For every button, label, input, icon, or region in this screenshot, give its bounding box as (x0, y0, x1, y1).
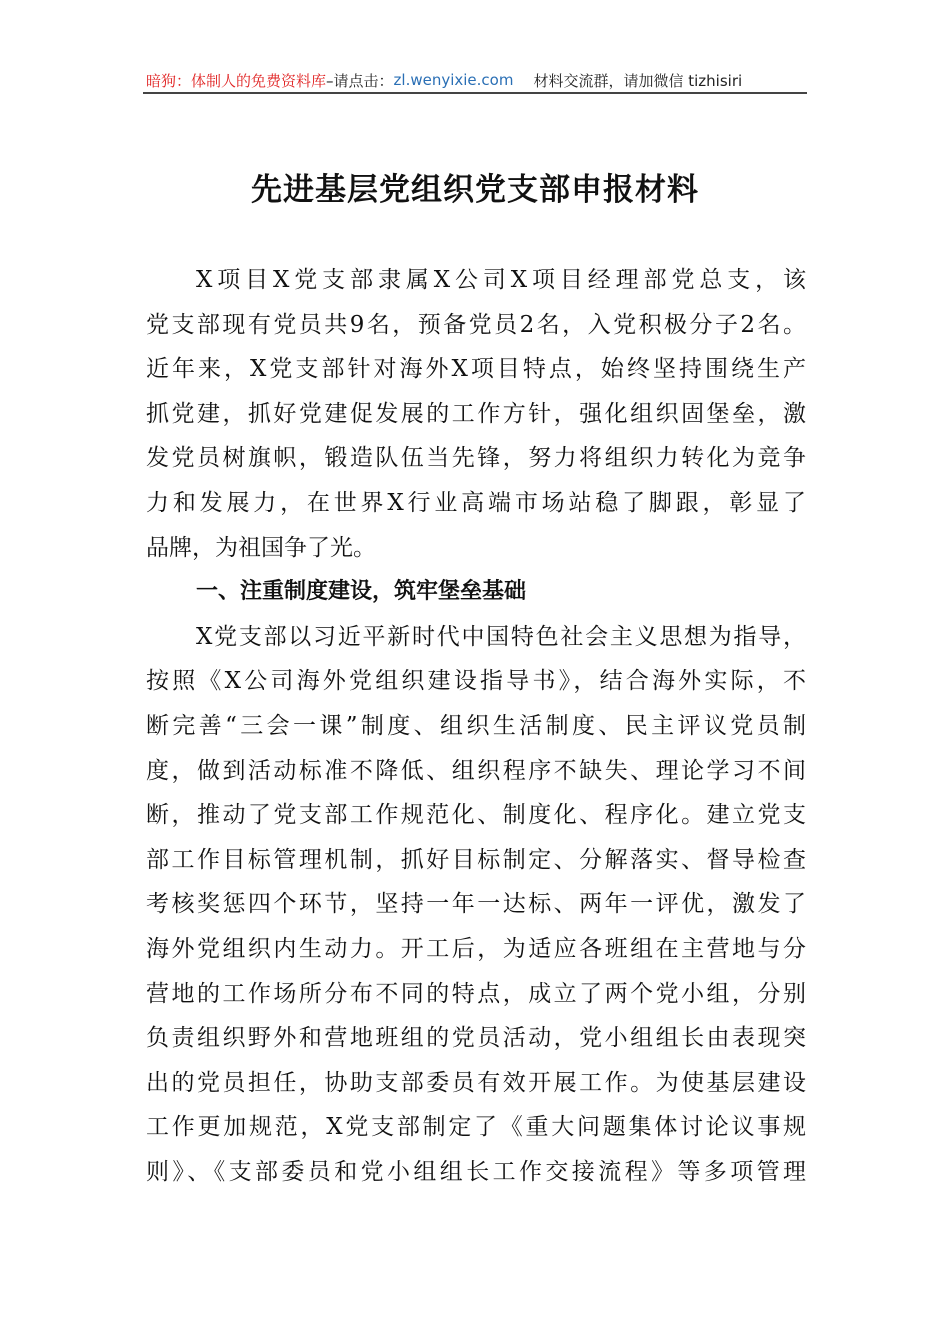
paragraph-line: 按照《X公司海外党组织建设指导书》，结合海外实际，不 (146, 668, 806, 695)
paragraph-line: 近年来，X党支部针对海外X项目特点，始终坚持围绕生产 (146, 356, 806, 383)
paragraph-line: X项目X党支部隶属X公司X项目经理部党总支，该 (196, 267, 806, 293)
document-title: 先进基层党组织党支部申报材料 (251, 172, 699, 208)
paragraph-line: 品牌，为祖国争了光。 (146, 534, 376, 561)
section-heading: 一、注重制度建设，筑牢堡垒基础 (196, 579, 527, 605)
paragraph-line: 工作更加规范，X党支部制定了《重大问题集体讨论议事规 (146, 1114, 806, 1141)
website-link[interactable]: zl.wenyixie.com (393, 71, 514, 89)
contact-text: 材料交流群，请加微信 tizhisiri (533, 71, 743, 90)
paragraph-line: 断完善“三会一课”制度、组织生活制度、民主评议党员制 (146, 712, 806, 739)
promo-text: 暗狗：体制人的免费资料库 (146, 71, 327, 90)
paragraph-line: 营地的工作场所分布不同的特点，成立了两个党小组，分别 (146, 980, 806, 1007)
paragraph-line: 出的党员担任，协助支部委员有效开展工作。为使基层建设 (146, 1069, 806, 1096)
paragraph-line: X党支部以习近平新时代中国特色社会主义思想为指导， (196, 623, 806, 650)
paragraph-line: 度，做到活动标准不降低、组织程序不缺失、理论学习不间 (146, 757, 806, 784)
paragraph-line: 党支部现有党员共9名，预备党员2名，入党积极分子2名。 (146, 311, 806, 338)
paragraph-line: 力和发展力，在世界X行业高端市场站稳了脚跟，彰显了 (146, 489, 806, 516)
paragraph-line: 部工作目标管理机制，抓好目标制定、分解落实、督导检查 (146, 846, 806, 873)
paragraph-line: 负责组织野外和营地班组的党员活动，党小组组长由表现突 (146, 1025, 806, 1052)
paragraph-line: 则》、《支部委员和党小组组长工作交接流程》等多项管理 (146, 1158, 806, 1185)
document-body (146, 263, 806, 1199)
paragraph-line: 抓党建，抓好党建促发展的工作方针，强化组织固堡垒，激 (146, 400, 806, 427)
header-divider (143, 92, 807, 94)
paragraph-line: 发党员树旗帜，锻造队伍当先锋，努力将组织力转化为竞争 (146, 445, 806, 472)
paragraph-line: 海外党组织内生动力。开工后，为适应各班组在主营地与分 (146, 935, 806, 962)
paragraph-line: 断，推动了党支部工作规范化、制度化、程序化。建立党支 (146, 802, 806, 829)
paragraph-line: 考核奖惩四个环节，坚持一年一达标、两年一评优，激发了 (146, 891, 806, 918)
page-header-banner (146, 68, 806, 92)
click-prompt: –请点击： (326, 71, 394, 90)
